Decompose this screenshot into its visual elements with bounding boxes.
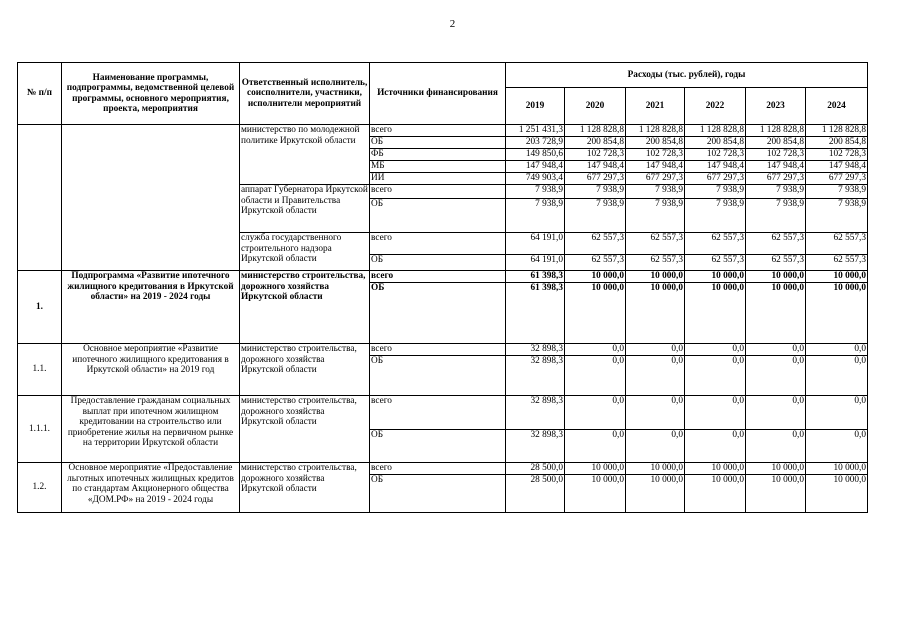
- value-cell: 10 000,0: [746, 463, 806, 475]
- value-cell: 7 938,9: [565, 185, 626, 199]
- source-cell: ОБ: [370, 137, 506, 149]
- value-cell: 10 000,0: [806, 283, 868, 344]
- header-executor: Ответственный исполнитель, соисполнители, участники, исполнители мероприятий: [240, 63, 370, 125]
- value-cell: 677 297,3: [626, 173, 685, 185]
- value-cell: 147 948,4: [806, 161, 868, 173]
- value-cell: 0,0: [746, 396, 806, 430]
- value-cell: 147 948,4: [685, 161, 746, 173]
- page-number: 2: [449, 18, 456, 30]
- value-cell: 10 000,0: [806, 271, 868, 283]
- value-cell: 10 000,0: [685, 475, 746, 513]
- row-executor: министерство строительства, дорожного хозяйства Иркутской области: [240, 463, 370, 513]
- row-executor: аппарат Губернатора Иркутской области и Правительства Иркутской области: [240, 185, 370, 233]
- value-cell: 10 000,0: [685, 463, 746, 475]
- value-cell: 7 938,9: [746, 185, 806, 199]
- source-cell: всего: [370, 125, 506, 137]
- value-cell: 200 854,8: [746, 137, 806, 149]
- value-cell: 0,0: [565, 430, 626, 463]
- source-cell: всего: [370, 344, 506, 356]
- row-executor: министерство строительства, дорожного хозяйства Иркутской области: [240, 396, 370, 463]
- source-cell: ОБ: [370, 199, 506, 233]
- value-cell: 64 191,0: [506, 233, 565, 255]
- value-cell: 62 557,3: [685, 255, 746, 271]
- value-cell: 0,0: [565, 344, 626, 356]
- value-cell: 10 000,0: [565, 475, 626, 513]
- source-cell: ОБ: [370, 475, 506, 513]
- value-cell: 200 854,8: [806, 137, 868, 149]
- value-cell: 203 728,9: [506, 137, 565, 149]
- value-cell: 32 898,3: [506, 344, 565, 356]
- source-cell: ФБ: [370, 149, 506, 161]
- value-cell: 0,0: [565, 396, 626, 430]
- value-cell: 102 728,3: [685, 149, 746, 161]
- value-cell: 32 898,3: [506, 430, 565, 463]
- value-cell: 102 728,3: [565, 149, 626, 161]
- value-cell: 7 938,9: [565, 199, 626, 233]
- value-cell: 102 728,3: [806, 149, 868, 161]
- value-cell: 62 557,3: [626, 233, 685, 255]
- value-cell: 10 000,0: [685, 283, 746, 344]
- value-cell: 147 948,4: [746, 161, 806, 173]
- value-cell: 62 557,3: [746, 233, 806, 255]
- row-name: [62, 125, 240, 271]
- row-name: Предоставление гражданам социальных выплат при ипотечном жилищном кредитовании на строительство или приобретение жилья на первичном рынке на территории Иркутской области: [62, 396, 240, 463]
- source-cell: ИИ: [370, 173, 506, 185]
- value-cell: 1 128 828,8: [626, 125, 685, 137]
- value-cell: 62 557,3: [746, 255, 806, 271]
- value-cell: 749 903,4: [506, 173, 565, 185]
- row-name: Основное мероприятие «Развитие ипотечного жилищного кредитования в Иркутской области» на 2019 год: [62, 344, 240, 396]
- value-cell: 32 898,3: [506, 356, 565, 396]
- table-header: [18, 63, 868, 125]
- source-cell: всего: [370, 463, 506, 475]
- value-cell: 0,0: [746, 430, 806, 463]
- value-cell: 7 938,9: [506, 185, 565, 199]
- value-cell: 1 128 828,8: [685, 125, 746, 137]
- value-cell: 0,0: [626, 430, 685, 463]
- value-cell: 10 000,0: [746, 283, 806, 344]
- value-cell: 61 398,3: [506, 283, 565, 344]
- value-cell: 7 938,9: [626, 199, 685, 233]
- value-cell: 62 557,3: [806, 255, 868, 271]
- table-row: [18, 344, 868, 356]
- value-cell: 7 938,9: [506, 199, 565, 233]
- value-cell: 28 500,0: [506, 475, 565, 513]
- table-row: [18, 271, 868, 283]
- row-number: 1.: [18, 271, 62, 344]
- value-cell: 32 898,3: [506, 396, 565, 430]
- value-cell: 7 938,9: [806, 185, 868, 199]
- value-cell: 7 938,9: [685, 185, 746, 199]
- source-cell: всего: [370, 271, 506, 283]
- value-cell: 1 128 828,8: [746, 125, 806, 137]
- value-cell: 7 938,9: [685, 199, 746, 233]
- row-name: Подпрограмма «Развитие ипотечного жилищного кредитования в Иркутской области» на 2019 - 2024 годы: [62, 271, 240, 344]
- table-row: [18, 396, 868, 430]
- source-cell: ОБ: [370, 430, 506, 463]
- value-cell: 200 854,8: [565, 137, 626, 149]
- row-number: 1.2.: [18, 463, 62, 513]
- value-cell: 10 000,0: [746, 271, 806, 283]
- value-cell: 102 728,3: [626, 149, 685, 161]
- value-cell: 62 557,3: [626, 255, 685, 271]
- value-cell: 0,0: [806, 356, 868, 396]
- value-cell: 62 557,3: [806, 233, 868, 255]
- value-cell: 10 000,0: [626, 475, 685, 513]
- value-cell: 61 398,3: [506, 271, 565, 283]
- value-cell: 62 557,3: [685, 233, 746, 255]
- source-cell: ОБ: [370, 255, 506, 271]
- value-cell: 677 297,3: [565, 173, 626, 185]
- value-cell: 677 297,3: [685, 173, 746, 185]
- source-cell: всего: [370, 233, 506, 255]
- value-cell: 147 948,4: [626, 161, 685, 173]
- value-cell: 677 297,3: [806, 173, 868, 185]
- value-cell: 0,0: [746, 356, 806, 396]
- value-cell: 200 854,8: [685, 137, 746, 149]
- header-no: № п/п: [18, 63, 62, 125]
- value-cell: 0,0: [626, 356, 685, 396]
- value-cell: 102 728,3: [746, 149, 806, 161]
- value-cell: 10 000,0: [626, 271, 685, 283]
- row-executor: служба государственного строительного надзора Иркутской области: [240, 233, 370, 271]
- header-year: 2021: [626, 88, 685, 125]
- header-expenses: Расходы (тыс. рублей), годы: [506, 63, 868, 88]
- row-number: 1.1.1.: [18, 396, 62, 463]
- source-cell: ОБ: [370, 283, 506, 344]
- value-cell: 10 000,0: [806, 463, 868, 475]
- source-cell: ОБ: [370, 356, 506, 396]
- value-cell: 149 850,6: [506, 149, 565, 161]
- value-cell: 0,0: [565, 356, 626, 396]
- value-cell: 1 128 828,8: [806, 125, 868, 137]
- value-cell: 1 251 431,3: [506, 125, 565, 137]
- header-source: Источники финансирования: [370, 63, 506, 125]
- source-cell: всего: [370, 185, 506, 199]
- row-name: Основное мероприятие «Предоставление льготных ипотечных жилищных кредитов по стандартам Акционерного общества «ДОМ.РФ» на 2019 - 2024 годы: [62, 463, 240, 513]
- value-cell: 64 191,0: [506, 255, 565, 271]
- value-cell: 10 000,0: [685, 271, 746, 283]
- value-cell: 0,0: [685, 344, 746, 356]
- value-cell: 0,0: [685, 356, 746, 396]
- value-cell: 7 938,9: [806, 199, 868, 233]
- value-cell: 0,0: [806, 430, 868, 463]
- row-number: 1.1.: [18, 344, 62, 396]
- header-year: 2024: [806, 88, 868, 125]
- header-year: 2020: [565, 88, 626, 125]
- table-body: [18, 125, 868, 513]
- source-cell: всего: [370, 396, 506, 430]
- value-cell: 10 000,0: [565, 271, 626, 283]
- row-executor: министерство строительства, дорожного хозяйства Иркутской области: [240, 344, 370, 396]
- value-cell: 7 938,9: [746, 199, 806, 233]
- value-cell: 0,0: [806, 344, 868, 356]
- value-cell: 10 000,0: [626, 463, 685, 475]
- value-cell: 200 854,8: [626, 137, 685, 149]
- budget-table: [17, 62, 868, 513]
- value-cell: 0,0: [685, 430, 746, 463]
- value-cell: 62 557,3: [565, 233, 626, 255]
- value-cell: 0,0: [746, 344, 806, 356]
- value-cell: 0,0: [806, 396, 868, 430]
- row-number: [18, 125, 62, 271]
- row-executor: министерство строительства, дорожного хозяйства Иркутской области: [240, 271, 370, 344]
- header-name: Наименование программы, подпрограммы, ведомственной целевой программы, основного мероприятия, проекта, мероприятия: [62, 63, 240, 125]
- source-cell: МБ: [370, 161, 506, 173]
- value-cell: 1 128 828,8: [565, 125, 626, 137]
- value-cell: 10 000,0: [626, 283, 685, 344]
- value-cell: 0,0: [685, 396, 746, 430]
- value-cell: 62 557,3: [565, 255, 626, 271]
- value-cell: 10 000,0: [565, 463, 626, 475]
- value-cell: 28 500,0: [506, 463, 565, 475]
- value-cell: 10 000,0: [746, 475, 806, 513]
- value-cell: 147 948,4: [506, 161, 565, 173]
- header-year: 2022: [685, 88, 746, 125]
- value-cell: 147 948,4: [565, 161, 626, 173]
- table-row: [18, 125, 868, 137]
- row-executor: министерство по молодежной политике Иркутской области: [240, 125, 370, 185]
- value-cell: 10 000,0: [806, 475, 868, 513]
- table-row: [18, 463, 868, 475]
- value-cell: 10 000,0: [565, 283, 626, 344]
- value-cell: 0,0: [626, 396, 685, 430]
- header-year: 2023: [746, 88, 806, 125]
- header-year: 2019: [506, 88, 565, 125]
- value-cell: 0,0: [626, 344, 685, 356]
- value-cell: 7 938,9: [626, 185, 685, 199]
- value-cell: 677 297,3: [746, 173, 806, 185]
